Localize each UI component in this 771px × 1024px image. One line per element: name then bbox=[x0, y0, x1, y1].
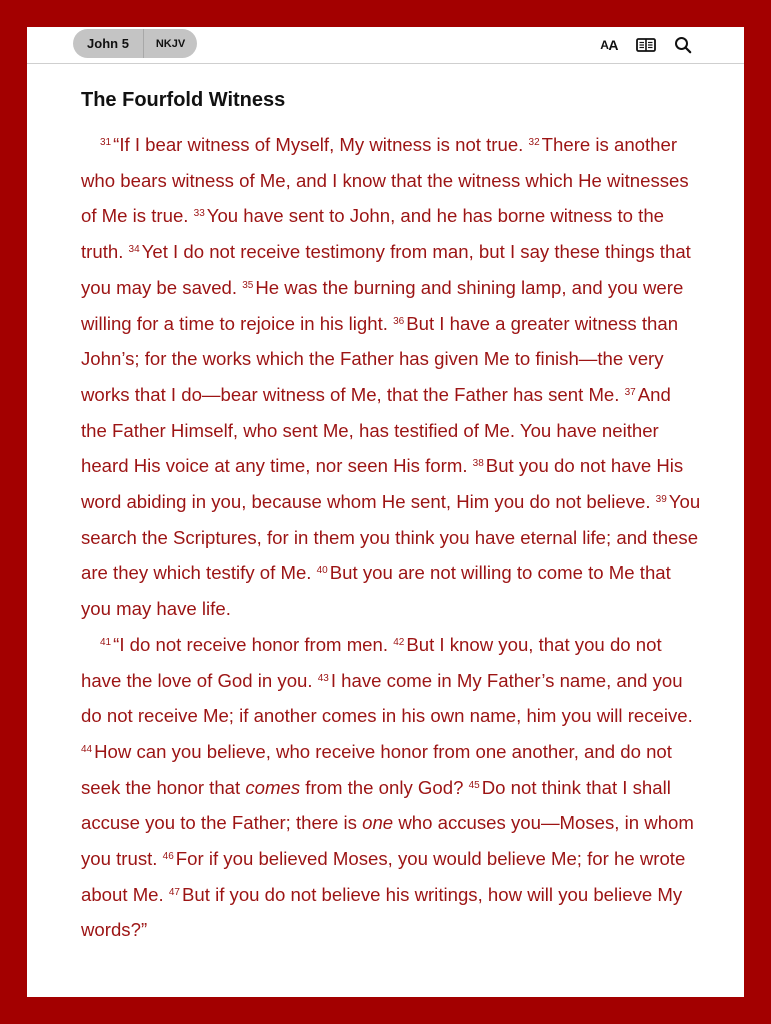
verse-text[interactable]: But you are not willing to come to Me that you may have life. bbox=[81, 562, 671, 620]
verse-number[interactable]: 40 bbox=[316, 565, 328, 577]
verse-text[interactable]: For if you believed Moses, you would believe Me; for he wrote about Me. bbox=[81, 848, 686, 905]
verse-text[interactable]: But you do not have His word abiding in you, because whom He sent, Him you do not believe. bbox=[81, 455, 684, 513]
verse-number[interactable]: 41 bbox=[100, 636, 112, 648]
text-size-small-glyph: A bbox=[600, 38, 609, 52]
verse-text[interactable]: There is another who bears witness of Me, and I know that the witness which He witnesses of Me is true. bbox=[81, 134, 689, 227]
verse-number[interactable]: 43 bbox=[317, 672, 329, 684]
scripture-text bbox=[81, 127, 701, 948]
verse-number[interactable]: 36 bbox=[393, 315, 405, 327]
toolbar-icons bbox=[600, 34, 692, 56]
verse-number[interactable]: 37 bbox=[624, 386, 636, 398]
scripture-paragraph bbox=[81, 127, 701, 627]
verse-text[interactable]: But I know you, that you do not have the love of God in you. bbox=[81, 633, 662, 691]
verse-number[interactable]: 32 bbox=[528, 137, 540, 148]
verse-number[interactable]: 34 bbox=[128, 244, 140, 256]
book-chapter-button[interactable]: John 5 bbox=[73, 29, 144, 58]
verse-text[interactable]: But I have a greater witness than John’s; for the works which the Father has given Me to finish—the very works that I do—bear witness of Me, that the Father has sent Me. bbox=[81, 312, 679, 405]
verse-text[interactable]: You have sent to John, and he has borne witness to the truth. bbox=[81, 205, 665, 263]
reader-view-icon[interactable] bbox=[636, 34, 656, 56]
verse-number[interactable]: 42 bbox=[393, 636, 405, 648]
scripture-paragraph bbox=[81, 627, 701, 948]
verse-number[interactable]: 38 bbox=[472, 458, 484, 470]
verse-italic-segment: comes bbox=[245, 776, 301, 798]
verse-segment: from the only God? bbox=[300, 776, 464, 798]
verse-italic-segment: one bbox=[362, 812, 394, 834]
reader-screen bbox=[27, 27, 744, 997]
verse-number[interactable]: 45 bbox=[468, 779, 480, 791]
verse-segment: How can you believe, who receive honor from one another, and do not seek the honor that bbox=[81, 740, 672, 798]
version-button[interactable]: NKJV bbox=[155, 37, 186, 50]
verse-text[interactable]: You search the Scriptures, for in them you think you have eternal life; and these are they which testify of Me. bbox=[81, 491, 701, 584]
verse-number[interactable]: 46 bbox=[162, 851, 174, 863]
verse-text[interactable]: He was the burning and shining lamp, and you were willing for a time to rejoice in his light. bbox=[81, 276, 684, 334]
chapter-content bbox=[81, 88, 701, 948]
verse-segment: who accuses you—Moses, in whom you trust. bbox=[81, 812, 694, 870]
verse-text[interactable]: “I do not receive honor from men. bbox=[113, 633, 389, 655]
verse-number[interactable]: 39 bbox=[655, 494, 667, 506]
verse-number[interactable]: 31 bbox=[100, 137, 112, 148]
top-toolbar bbox=[27, 27, 744, 64]
verse-text[interactable]: I have come in My Father’s name, and you do not receive Me; if another comes in his own name, him you will receive. bbox=[81, 669, 693, 727]
verse-text[interactable]: And the Father Himself, who sent Me, has testified of Me. You have neither heard His voice at any time, nor seen His form. bbox=[81, 383, 671, 477]
verse-text[interactable]: But if you do not believe his writings, how will you believe My words?” bbox=[81, 883, 683, 941]
verse-number[interactable]: 33 bbox=[193, 208, 205, 220]
section-heading: The Fourfold Witness bbox=[81, 89, 286, 111]
search-icon[interactable] bbox=[674, 34, 692, 56]
verse-segment: Do not think that I shall accuse you to the Father; there is bbox=[81, 776, 671, 834]
verse-text[interactable]: “If I bear witness of Myself, My witness is not true. bbox=[113, 134, 524, 155]
verse-number[interactable]: 44 bbox=[81, 743, 93, 755]
text-size-large-glyph: A bbox=[608, 37, 618, 53]
verse-text[interactable]: Yet I do not receive testimony from man, but I say these things that you may be saved. bbox=[81, 241, 691, 298]
passage-selector bbox=[73, 29, 197, 58]
verse-number[interactable]: 35 bbox=[242, 279, 254, 291]
text-size-icon[interactable] bbox=[600, 34, 618, 56]
verse-number[interactable]: 47 bbox=[168, 886, 180, 898]
